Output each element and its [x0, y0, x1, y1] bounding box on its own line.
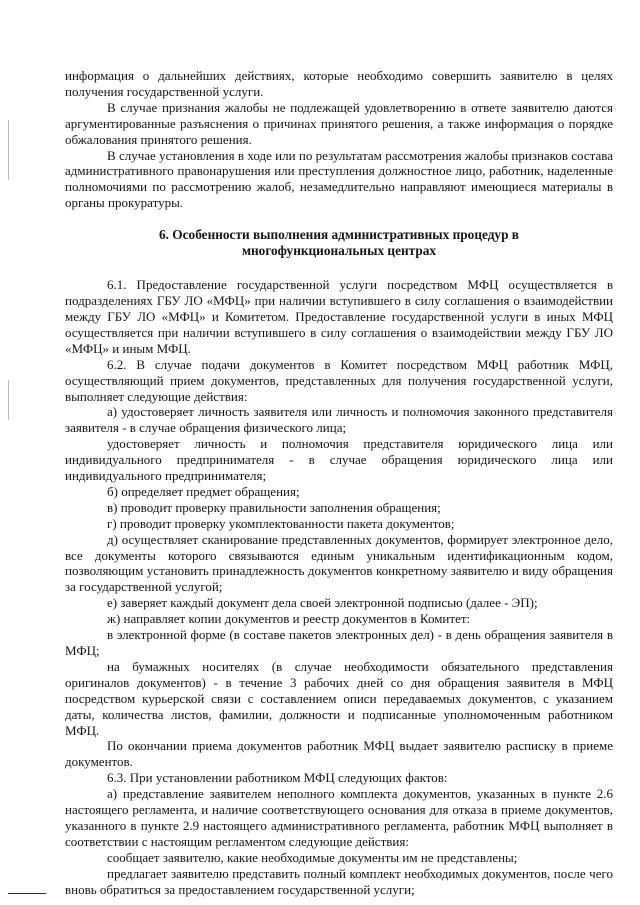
paragraph: а) представление заявителем неполного комплекта документов, указанных в пункте 2.6 настоящего регламента, и наличие соответствующего основания для отказа в приеме документов, указанного в пункте 2.9 настоящего административного регламента, работник МФЦ выполняет в соответствии с настоящим регламентом следующие действия:: [65, 786, 613, 849]
paragraph: в электронной форме (в составе пакетов электронных дел) - в день обращения заявителя в МФЦ;: [65, 627, 613, 658]
paragraph: предлагает заявителю представить полный комплект необходимых документов, после чего вновь обратиться за предоставлением государственной услуги;: [65, 865, 613, 897]
paragraph: По окончании приема документов работник МФЦ выдает заявителю расписку в приеме документов.: [65, 738, 613, 770]
paragraph: 6.3. При установлении работником МФЦ следующих фактов:: [107, 770, 448, 786]
paragraph: на бумажных носителях (в случае необходимости обязательного представления оригиналов документов) - в течение 3 рабочих дней со дня обращения заявителя в МФЦ посредством курьерской связи с составлением описи передаваемых документов, с указанием даты, количества листов, фамилии, должности и подписанные уполномоченным работником МФЦ.: [65, 658, 613, 738]
paragraph: информация о дальнейших действиях, которые необходимо совершить заявителю в целях получения государственной услуги.: [65, 68, 613, 99]
paragraph: 6.2. В случае подачи документов в Комитет посредством МФЦ работник МФЦ, осуществляющий прием документов, представленных для получения государственной услуги, выполняет следующие действия:: [65, 356, 613, 404]
footnote-rule: [8, 893, 46, 894]
paragraph: В случае установления в ходе или по результатам рассмотрения жалобы признаков состава административного правонарушения или преступления должностное лицо, работник, наделенные полномочиями по рассмотрению жалоб, незамедлительно направляют имеющиеся материалы в органы прокуратуры.: [65, 147, 613, 211]
paragraph: е) заверяет каждый документ дела своей электронной подписью (далее - ЭП);: [107, 595, 538, 611]
paragraph: ж) направляет копии документов и реестр документов в Комитет:: [107, 611, 471, 627]
paragraph: сообщает заявителю, какие необходимые документы им не представлены;: [107, 849, 518, 865]
paragraph: г) проводит проверку укомплектованности пакета документов;: [107, 515, 455, 531]
paragraph: а) удостоверяет личность заявителя или личность и полномочия законного представителя заявителя - в случае обращения физического лица;: [65, 404, 613, 436]
scan-margin-mark: [8, 380, 9, 420]
paragraph: в) проводит проверку правильности заполнения обращения;: [107, 499, 441, 515]
scan-margin-mark: [8, 120, 9, 180]
paragraph: 6.1. Предоставление государственной услуги посредством МФЦ осуществляется в подразделениях ГБУ ЛО «МФЦ» при наличии вступившего в силу соглашения о взаимодействии между ГБУ ЛО «МФЦ» и Комитетом. Предоставление государственной услуги в иных МФЦ осуществляется при наличии вступившего в силу соглашения о взаимодействии между ГБУ ЛО «МФЦ» и иным МФЦ.: [65, 277, 613, 356]
document-body: [65, 68, 613, 898]
section-title: 6. Особенности выполнения административных процедур в многофункциональных центрах: [159, 227, 519, 259]
paragraph: д) осуществляет сканирование представленных документов, формирует электронное дело, все документы которого связываются единым уникальным идентификационным кодом, позволяющим установить принадлежность документов конкретному заявителю и виду обращения за государственной услугой;: [65, 531, 613, 595]
paragraph: б) определяет предмет обращения;: [107, 483, 300, 499]
paragraph: В случае признания жалобы не подлежащей удовлетворению в ответе заявителю даются аргументированные разъяснения о причинах принятого решения, а также информация о порядке обжалования принятого решения.: [65, 99, 613, 147]
paragraph: удостоверяет личность и полномочия представителя юридического лица или индивидуального предпринимателя - в случае обращения юридического лица или индивидуального предпринимателя;: [65, 436, 613, 484]
